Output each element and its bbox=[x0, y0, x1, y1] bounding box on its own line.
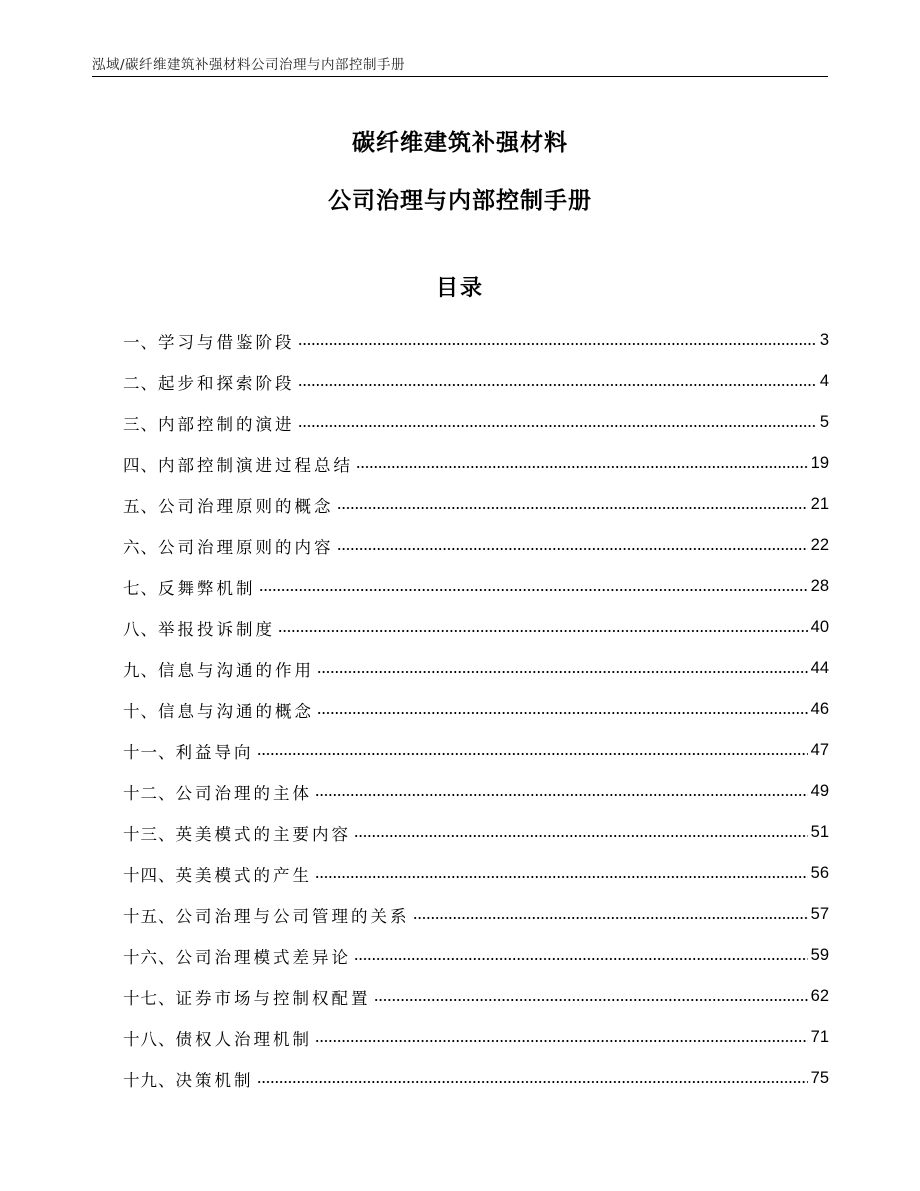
toc-entry-number: 二、 bbox=[123, 373, 158, 393]
toc-dot-leader bbox=[317, 671, 808, 673]
toc-entry-number: 十八、 bbox=[123, 1029, 176, 1049]
toc-entry-page: 56 bbox=[810, 864, 829, 882]
toc-entry-title: 公司治理原则的概念 bbox=[158, 496, 334, 516]
toc-entry-title: 英美模式的主要内容 bbox=[175, 824, 351, 844]
toc-entry-page: 21 bbox=[810, 495, 829, 513]
toc-entry-number: 九、 bbox=[123, 660, 158, 680]
toc-entry-title: 公司治理原则的内容 bbox=[158, 537, 334, 557]
toc-entry-page: 4 bbox=[819, 372, 829, 390]
toc-entry-page: 75 bbox=[810, 1069, 829, 1087]
toc-dot-leader bbox=[315, 1040, 808, 1042]
toc-entry[interactable] bbox=[123, 443, 829, 484]
toc-dot-leader bbox=[315, 794, 808, 796]
toc-entry[interactable] bbox=[123, 771, 829, 812]
toc-entry[interactable] bbox=[123, 812, 829, 853]
toc-entry[interactable] bbox=[123, 689, 829, 730]
toc-dot-leader bbox=[298, 384, 817, 386]
toc-entry-number: 十七、 bbox=[123, 988, 176, 1008]
toc-entry[interactable] bbox=[123, 361, 829, 402]
toc-entry[interactable] bbox=[123, 525, 829, 566]
table-of-contents bbox=[123, 320, 829, 1099]
toc-entry[interactable] bbox=[123, 853, 829, 894]
toc-dot-leader bbox=[317, 712, 808, 714]
toc-entry-title: 债权人治理机制 bbox=[175, 1029, 312, 1049]
toc-entry-page: 62 bbox=[810, 987, 829, 1005]
toc-entry-title: 公司治理与公司管理的关系 bbox=[175, 906, 410, 926]
toc-entry-number: 十九、 bbox=[123, 1070, 176, 1090]
toc-dot-leader bbox=[257, 1081, 808, 1083]
toc-entry-title: 证券市场与控制权配置 bbox=[175, 988, 371, 1008]
toc-dot-leader bbox=[298, 425, 817, 427]
toc-entry-title: 内部控制的演进 bbox=[158, 414, 295, 434]
toc-entry-number: 五、 bbox=[123, 496, 158, 516]
toc-entry-title: 信息与沟通的作用 bbox=[158, 660, 314, 680]
toc-dot-leader bbox=[337, 548, 808, 550]
toc-entry[interactable] bbox=[123, 648, 829, 689]
toc-entry-number: 三、 bbox=[123, 414, 158, 434]
toc-entry-number: 十六、 bbox=[123, 947, 176, 967]
toc-entry-number: 八、 bbox=[123, 619, 158, 639]
toc-dot-leader bbox=[278, 630, 808, 632]
toc-entry[interactable] bbox=[123, 607, 829, 648]
toc-entry-title: 公司治理模式差异论 bbox=[175, 947, 351, 967]
toc-entry[interactable] bbox=[123, 320, 829, 361]
toc-entry-number: 十一、 bbox=[123, 742, 176, 762]
toc-dot-leader bbox=[315, 876, 808, 878]
toc-dot-leader bbox=[374, 999, 808, 1001]
toc-entry-title: 起步和探索阶段 bbox=[158, 373, 295, 393]
toc-entry[interactable] bbox=[123, 566, 829, 607]
toc-entry[interactable] bbox=[123, 484, 829, 525]
toc-entry-title: 利益导向 bbox=[175, 742, 254, 762]
toc-entry-page: 51 bbox=[810, 823, 829, 841]
toc-entry-number: 十四、 bbox=[123, 865, 176, 885]
toc-entry[interactable] bbox=[123, 935, 829, 976]
toc-entry[interactable] bbox=[123, 894, 829, 935]
toc-entry-title: 学习与借鉴阶段 bbox=[158, 332, 295, 352]
toc-entry-title: 反舞弊机制 bbox=[158, 578, 256, 598]
toc-entry-page: 71 bbox=[810, 1028, 829, 1046]
running-header: 泓域/碳纤维建筑补强材料公司治理与内部控制手册 bbox=[92, 57, 406, 73]
toc-entry[interactable] bbox=[123, 730, 829, 771]
toc-entry-page: 22 bbox=[810, 536, 829, 554]
document-title-line-1: 碳纤维建筑补强材料 bbox=[352, 130, 568, 156]
toc-entry-number: 十、 bbox=[123, 701, 158, 721]
document-title-line-2: 公司治理与内部控制手册 bbox=[328, 188, 592, 214]
toc-dot-leader bbox=[298, 343, 817, 345]
toc-entry-title: 内部控制演进过程总结 bbox=[158, 455, 353, 475]
toc-entry[interactable] bbox=[123, 976, 829, 1017]
toc-entry-title: 决策机制 bbox=[175, 1070, 254, 1090]
toc-entry-number: 六、 bbox=[123, 537, 158, 557]
toc-dot-leader bbox=[354, 958, 808, 960]
toc-entry[interactable] bbox=[123, 402, 829, 443]
toc-entry-title: 英美模式的产生 bbox=[175, 865, 312, 885]
toc-entry-page: 40 bbox=[810, 618, 829, 636]
toc-dot-leader bbox=[413, 917, 808, 919]
toc-entry[interactable] bbox=[123, 1058, 829, 1099]
toc-entry-page: 44 bbox=[810, 659, 829, 677]
toc-dot-leader bbox=[354, 835, 808, 837]
toc-entry-title: 公司治理的主体 bbox=[175, 783, 312, 803]
toc-entry-number: 十五、 bbox=[123, 906, 176, 926]
toc-entry-page: 3 bbox=[819, 331, 829, 349]
toc-dot-leader bbox=[356, 466, 808, 468]
toc-entry-page: 49 bbox=[810, 782, 829, 800]
toc-entry-page: 28 bbox=[810, 577, 829, 595]
toc-entry-title: 举报投诉制度 bbox=[158, 619, 275, 639]
toc-entry-page: 59 bbox=[810, 946, 829, 964]
toc-dot-leader bbox=[259, 589, 808, 591]
toc-entry-page: 57 bbox=[810, 905, 829, 923]
toc-dot-leader bbox=[337, 507, 808, 509]
toc-entry-number: 四、 bbox=[123, 455, 158, 475]
toc-entry-page: 47 bbox=[810, 741, 829, 759]
toc-entry-title: 信息与沟通的概念 bbox=[158, 701, 314, 721]
toc-entry-page: 46 bbox=[810, 700, 829, 718]
toc-entry-number: 十三、 bbox=[123, 824, 176, 844]
toc-entry[interactable] bbox=[123, 1017, 829, 1058]
header-divider bbox=[92, 76, 828, 77]
toc-entry-page: 5 bbox=[819, 413, 829, 431]
toc-entry-number: 七、 bbox=[123, 578, 158, 598]
toc-entry-page: 19 bbox=[810, 454, 829, 472]
toc-dot-leader bbox=[257, 753, 808, 755]
toc-entry-number: 一、 bbox=[123, 332, 158, 352]
toc-entry-number: 十二、 bbox=[123, 783, 176, 803]
toc-heading: 目录 bbox=[435, 276, 484, 301]
